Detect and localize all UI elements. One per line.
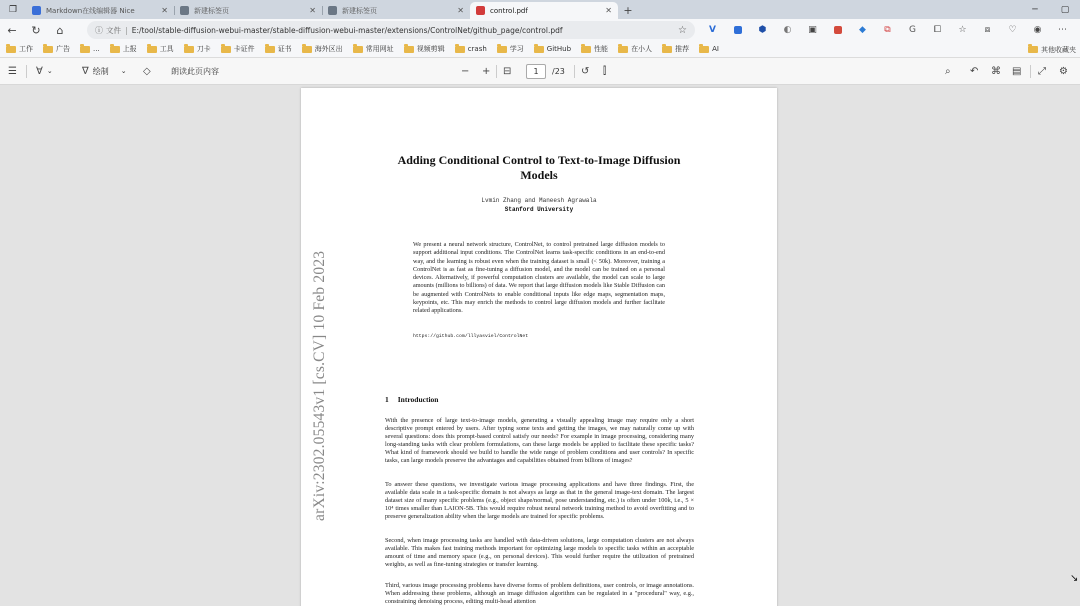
settings-gear-icon[interactable]: ⚙ bbox=[1059, 65, 1068, 77]
tab-title: 新建标签页 bbox=[342, 6, 377, 15]
extension-toolbar bbox=[700, 19, 1075, 41]
favorite-star-icon[interactable]: ☆ bbox=[678, 24, 687, 36]
body-paragraph-4: Third, various image processing problems have diverse forms of problem definitions, user controls, or image annotations. When addressing these problems, although an image diffusion algorithm can be regulated in a "procedural" way, e.g., constraining denoising process, editing multi-head attention bbox=[385, 582, 694, 606]
mouse-cursor-icon: ↘ bbox=[1070, 573, 1079, 584]
url-text[interactable]: E:/tool/stable-diffusion-webui-master/stable-diffusion-webui-master/extensions/ControlNet/github_page/control.pdf bbox=[131, 25, 563, 35]
highlighter-icon: ∀ bbox=[36, 65, 43, 77]
minimize-icon[interactable]: ─ bbox=[1032, 4, 1038, 15]
folder-icon bbox=[662, 46, 672, 53]
tab-title: 新建标签页 bbox=[194, 6, 229, 15]
tab-3-active[interactable] bbox=[470, 2, 618, 19]
maximize-icon[interactable]: ▢ bbox=[1060, 4, 1070, 15]
bookmark-folder-11[interactable]: crash bbox=[455, 45, 487, 53]
paper-title: Adding Conditional Control to Text-to-Image Diffusion Models bbox=[397, 153, 681, 182]
add-text-icon[interactable]: ⌘ bbox=[991, 65, 1001, 77]
bookmark-folder-14[interactable]: 性能 bbox=[581, 44, 608, 54]
folder-icon bbox=[497, 46, 507, 53]
folder-icon bbox=[699, 46, 709, 53]
page-number-group bbox=[526, 58, 565, 85]
pdf-favicon-icon bbox=[476, 6, 485, 15]
browser-essentials-icon[interactable]: ♡ bbox=[1008, 25, 1017, 35]
folder-icon bbox=[302, 46, 312, 53]
fit-page-icon[interactable]: ⊟ bbox=[503, 65, 512, 77]
section-number: 1 bbox=[385, 395, 389, 404]
toolbar-divider bbox=[574, 65, 575, 78]
toolbar-divider bbox=[496, 65, 497, 78]
tab-close-icon[interactable]: ✕ bbox=[161, 6, 168, 15]
section-title: Introduction bbox=[397, 395, 439, 404]
folder-icon bbox=[6, 46, 16, 53]
bookmark-folder-6[interactable]: 卡证件 bbox=[221, 44, 255, 54]
bookmark-folder-4[interactable]: 工具 bbox=[147, 44, 174, 54]
scheme-label: 文件 bbox=[106, 25, 121, 35]
favorites-icon[interactable]: ☆ bbox=[958, 25, 967, 35]
extensions-icon[interactable]: ⧠ bbox=[933, 25, 942, 35]
tab-title: Markdown在线编辑器 Nice bbox=[46, 6, 135, 15]
erase-button[interactable] bbox=[143, 58, 151, 85]
chevron-down-icon[interactable]: ⌄ bbox=[120, 67, 127, 75]
refresh-icon[interactable]: ↻ bbox=[31, 23, 41, 37]
tab-close-icon[interactable]: ✕ bbox=[309, 6, 316, 15]
zoom-out-icon[interactable]: − bbox=[461, 65, 470, 77]
folder-icon bbox=[80, 46, 90, 53]
search-icon[interactable]: ⌕ bbox=[945, 65, 951, 77]
bookmark-folder-8[interactable]: 海外区出 bbox=[302, 44, 343, 54]
tab-strip bbox=[0, 0, 1080, 19]
extension-g-icon[interactable]: G bbox=[909, 25, 916, 35]
body-paragraph-2: To answer these questions, we investigate various image processing applications and have three findings. First, the available data scale in a task-specific domain is not always as large as that in the general image-text domain. The largest dataset size of many specific problems (e.g., object shape/normal, pose understanding, etc.) is often under 100k, i.e., 5 × 10⁴ times smaller than LAION-5B. This would require robust neural network training method to avoid overfitting and to preserve generalization ability when the large models are trained for specific problems. bbox=[385, 481, 694, 521]
bookmark-folder-2[interactable]: ... bbox=[80, 45, 100, 53]
pdf-toolbar bbox=[0, 58, 1080, 85]
bookmark-folder-15[interactable]: 在小人 bbox=[618, 44, 652, 54]
other-favorites[interactable]: 其他收藏夹 bbox=[1028, 41, 1076, 58]
body-paragraph-3: Second, when image processing tasks are handled with data-driven solutions, large computation clusters are not always available. This makes fast training methods important for optimizing large models to specific tasks within an acceptable amount of time and memory space (e.g., on personal devices). This would further require the utilization of pretrained weights, as well as fine-tuning strategies or transfer learning. bbox=[385, 537, 694, 569]
bookmark-folder-12[interactable]: 学习 bbox=[497, 44, 524, 54]
bookmark-folder-5[interactable]: 刀卡 bbox=[184, 44, 211, 54]
paper-affiliation: Stanford University bbox=[504, 205, 574, 213]
tab-0[interactable] bbox=[26, 2, 174, 19]
highlight-button[interactable] bbox=[36, 58, 53, 85]
bookmark-folder-9[interactable]: 常用网址 bbox=[353, 44, 394, 54]
tab-2[interactable] bbox=[322, 2, 470, 19]
extension-gray-icon[interactable]: ◐ bbox=[783, 25, 792, 35]
bookmark-folder-0[interactable]: 工作 bbox=[6, 44, 33, 54]
tab-actions-icon[interactable]: ❐ bbox=[8, 4, 18, 15]
folder-icon bbox=[265, 46, 275, 53]
eraser-icon: ◇ bbox=[143, 65, 151, 77]
address-bar[interactable] bbox=[87, 21, 695, 39]
navigation-bar bbox=[0, 19, 1080, 41]
profile-icon[interactable]: ◉ bbox=[1033, 25, 1042, 35]
folder-icon bbox=[581, 46, 591, 53]
read-aloud-label: 朗读此页内容 bbox=[171, 66, 219, 76]
folder-icon bbox=[455, 46, 465, 53]
info-icon[interactable]: ⓘ bbox=[95, 25, 103, 35]
folder-icon bbox=[618, 46, 628, 53]
read-aloud-button[interactable] bbox=[171, 58, 219, 85]
extension-v-icon[interactable]: V bbox=[709, 25, 716, 35]
tab-close-icon[interactable]: ✕ bbox=[605, 6, 612, 15]
bookmark-folder-1[interactable]: 广告 bbox=[43, 44, 70, 54]
page-view-icon[interactable]: ⫿ bbox=[603, 65, 607, 77]
tab-close-icon[interactable]: ✕ bbox=[457, 6, 464, 15]
tab-favicon bbox=[328, 6, 337, 15]
paper-authors-block bbox=[381, 197, 697, 214]
folder-icon bbox=[404, 46, 414, 53]
folder-icon bbox=[43, 46, 53, 53]
extension-new-icon[interactable] bbox=[725, 19, 750, 41]
draw-icon: ∇ bbox=[82, 65, 89, 77]
bookmark-bar bbox=[0, 41, 1080, 58]
folder-icon bbox=[221, 46, 231, 53]
extension-color-icon[interactable] bbox=[825, 19, 850, 41]
bookmark-folder-13[interactable]: GitHub bbox=[534, 45, 571, 53]
extension-box-icon[interactable]: ▣ bbox=[808, 25, 817, 35]
zoom-in-icon[interactable]: + bbox=[482, 65, 491, 77]
folder-icon bbox=[110, 46, 120, 53]
back-icon[interactable]: ← bbox=[7, 23, 17, 37]
page-number-input[interactable]: 1 bbox=[526, 64, 546, 79]
bookmark-folder-3[interactable]: 上报 bbox=[110, 44, 137, 54]
page-total: /23 bbox=[552, 66, 565, 76]
more-icon[interactable]: ⋯ bbox=[1058, 25, 1067, 35]
bookmark-folder-7[interactable]: 证书 bbox=[265, 44, 292, 54]
extension-shield-icon[interactable]: ⬢ bbox=[758, 25, 767, 35]
section-heading bbox=[385, 395, 438, 404]
body-paragraph-1: With the presence of large text-to-image models, generating a visually appealing image may require only a short descriptive prompt entered by users. After typing some texts and getting the images, we may naturally come up with several questions: does this prompt-based control satisfy our needs? For example in image processing, considering many long-standing tasks with clear problem formulations, can these large models be applied to facilitate these specific tasks? What kind of framework should we build to handle the wide range of problem conditions and user controls? In specific tasks, can large models preserve the advantages and capabilities obtained from billions of images? bbox=[385, 417, 694, 465]
toolbar-divider bbox=[1030, 65, 1031, 78]
abstract-link[interactable]: https://github.com/lllyasviel/ControlNet bbox=[413, 334, 529, 339]
arxiv-stamp: arXiv:2302.05543v1 [cs.CV] 10 Feb 2023 bbox=[311, 250, 328, 521]
tab-title: control.pdf bbox=[490, 6, 528, 15]
address-separator: | bbox=[125, 25, 128, 35]
extension-red-icon[interactable]: ⧉ bbox=[884, 25, 891, 35]
bookmark-folder-10[interactable]: 视频剪辑 bbox=[404, 44, 445, 54]
pdf-page[interactable] bbox=[301, 88, 777, 606]
bookmark-folder-16[interactable]: 推荐 bbox=[662, 44, 689, 54]
toolbar-divider bbox=[26, 65, 27, 78]
tab-1[interactable] bbox=[174, 2, 322, 19]
new-tab-button[interactable]: + bbox=[623, 4, 633, 17]
pdf-document-area[interactable] bbox=[0, 85, 1080, 606]
home-icon[interactable]: ⌂ bbox=[56, 23, 64, 37]
window-controls bbox=[1020, 0, 1080, 19]
folder-icon bbox=[534, 46, 544, 53]
paper-authors: Lvmin Zhang and Maneesh Agrawala bbox=[481, 197, 597, 204]
folder-icon bbox=[147, 46, 157, 53]
rotate-icon[interactable]: ↺ bbox=[581, 65, 590, 77]
paper-abstract: We present a neural network structure, ControlNet, to control pretrained large diffusion models to support additional input conditions. The ControlNet learns task-specific conditions in an end-to-end way, and the learning is robust even when the training dataset is small (< 50k). Moreover, training a ControlNet is as fast as fine-tuning a diffusion model, and the model can be trained on a personal devices. Alternatively, if powerful computation clusters are available, the model can scale to large amounts (millions to billions) of data. We report that large diffusion models like Stable Diffusion can be augmented with ControlNets to enable conditional inputs like edge maps, segmentation maps, keypoints, etc. This may enrich the methods to control large diffusion models and further facilitate related applications. bbox=[413, 241, 665, 315]
folder-icon bbox=[353, 46, 363, 53]
draw-label: 绘制 bbox=[92, 66, 109, 76]
save-icon[interactable]: ▤ bbox=[1012, 65, 1022, 77]
draw-button[interactable] bbox=[82, 58, 127, 85]
folder-icon bbox=[184, 46, 194, 53]
contents-icon[interactable]: ☰ bbox=[8, 65, 17, 77]
extension-puzzle-icon[interactable]: ◆ bbox=[859, 25, 866, 35]
collections-icon[interactable]: ⧈ bbox=[984, 25, 991, 35]
fullscreen-icon[interactable]: ⤢ bbox=[1038, 65, 1046, 77]
tab-favicon bbox=[180, 6, 189, 15]
tab-favicon bbox=[32, 6, 41, 15]
bookmark-folder-17[interactable]: AI bbox=[699, 45, 719, 53]
folder-icon bbox=[1028, 46, 1038, 53]
chevron-down-icon[interactable]: ⌄ bbox=[46, 67, 53, 75]
undo-icon[interactable]: ↶ bbox=[970, 65, 979, 77]
